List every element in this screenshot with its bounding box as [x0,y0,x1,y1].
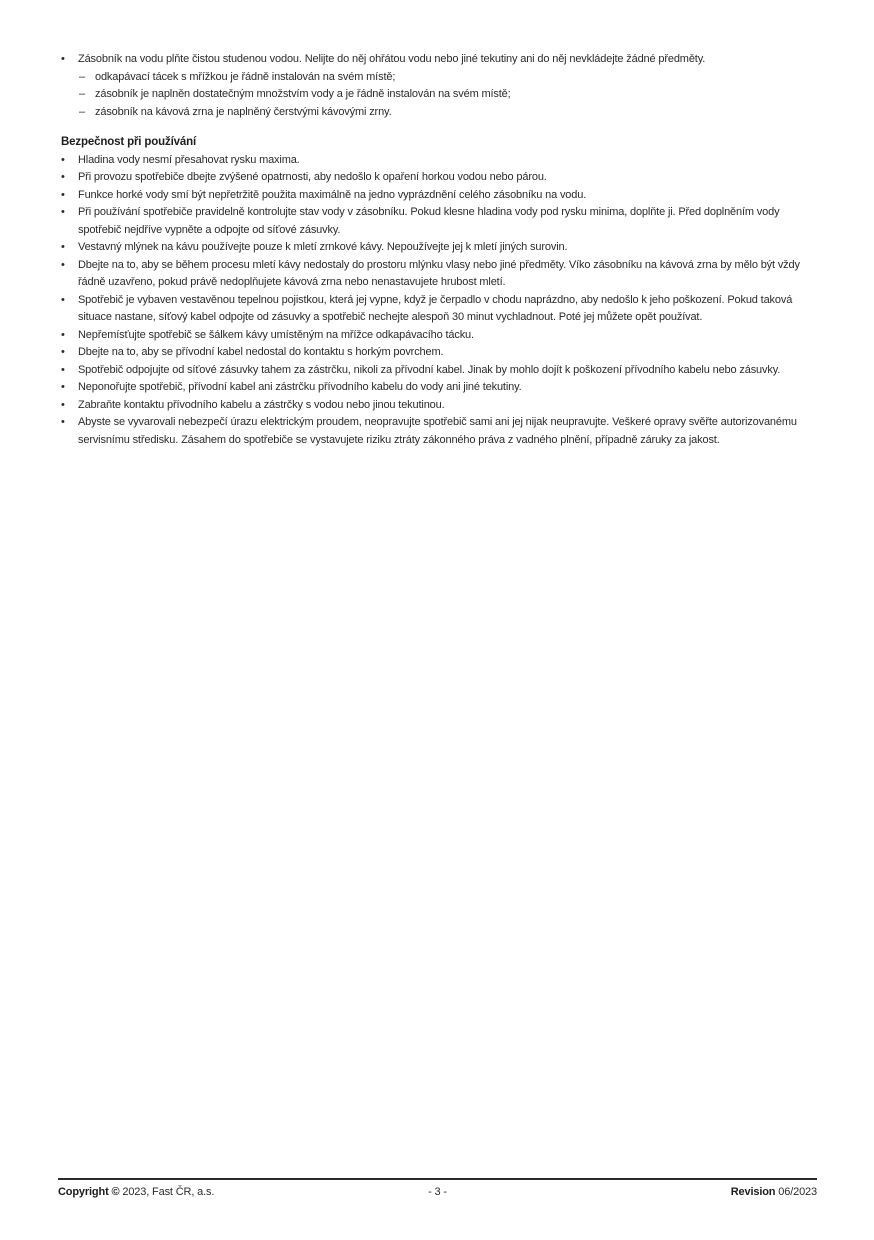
bullet-marker: • [61,381,65,393]
list-item [61,379,817,397]
page-number: - 3 - [428,1186,447,1198]
bullet-marker: • [61,171,65,183]
list-item [61,152,817,170]
bullet-marker: • [61,188,65,201]
dash-marker: – [79,105,85,118]
bullet-marker: • [61,328,65,341]
list-item [61,292,817,327]
intro-sub-bullet-list [79,69,817,122]
bullet-text: Spotřebič je vybaven vestavěnou tepelnou pojistkou, která jej vypne, když je čerpadlo v chodu naprázdno, aby nedošlo k jeho poškození. Pokud taková situace nastane, síťový kabel odpojte od zásuvky a spotřebič nechejte alespoň 30 minut vychladnout. Poté jej můžete opět používat. [78,293,793,323]
bullet-text: Spotřebič odpojujte od síťové zásuvky tahem za zástrčku, nikoli za přívodní kabel. Jinak by mohlo dojít k poškození přívodního kabelu nebo zásuvky. [78,363,781,376]
sub-bullet-text: zásobník na kávová zrna je naplněný čerstvými kávovými zrny. [95,105,392,118]
footer-revision [447,1185,817,1199]
bullet-text: Při používání spotřebiče pravidelně kontrolujte stav vody v zásobníku. Pokud klesne hladina vody pod rysku minima, doplňte ji. Před doplněním vody spotřebič nejdříve vypněte a odpojte od síťové zásuvky. [78,206,780,236]
list-item [61,257,817,292]
section-heading: Bezpečnost při používání [61,136,197,148]
list-item [61,204,817,239]
list-item [79,69,817,87]
bullet-marker: • [61,258,65,271]
dash-marker: – [79,88,85,100]
safety-bullet-list [61,152,817,450]
list-item [61,187,817,205]
bullet-text: Neponořujte spotřebič, přívodní kabel ani zástrčku přívodního kabelu do vody ani jiné tekutiny. [78,381,522,393]
list-item [61,362,817,380]
bullet-marker: • [61,153,65,166]
page-footer [58,1178,817,1199]
list-item [61,327,817,345]
list-item [61,169,817,187]
list-item [79,86,817,104]
copyright-value: 2023, Fast ČR, a.s. [122,1186,215,1198]
list-item [61,239,817,257]
list-item [79,104,817,122]
bullet-marker: • [61,293,65,306]
bullet-marker: • [61,363,65,376]
bullet-marker: • [61,346,65,358]
revision-value: 06/2023 [778,1186,817,1198]
list-item [61,51,817,69]
page-content [61,51,817,449]
bullet-text: Zabraňte kontaktu přívodního kabelu a zástrčky s vodou nebo jinou tekutinou. [78,398,445,411]
bullet-text: Vestavný mlýnek na kávu používejte pouze k mletí zrnkové kávy. Nepoužívejte jej k mletí jiných surovin. [78,241,568,253]
bullet-marker: • [61,241,65,253]
bullet-marker: • [61,398,65,411]
copyright-label: Copyright © [58,1186,120,1198]
dash-marker: – [79,70,85,83]
bullet-marker: • [61,53,65,65]
bullet-text: Zásobník na vodu plňte čistou studenou vodou. Nelijte do něj ohřátou vodu nebo jiné tekutiny ani do něj nevkládejte žádné předměty. [78,53,706,65]
bullet-text: Při provozu spotřebiče dbejte zvýšené opatrnosti, aby nedošlo k opaření horkou vodou nebo párou. [78,171,547,183]
bullet-text: Funkce horké vody smí být nepřetržitě použita maximálně na jedno vyprázdnění celého zásobníku na vodu. [78,188,587,201]
footer-copyright [58,1185,428,1199]
intro-bullet-list [61,51,817,69]
bullet-text: Abyste se vyvarovali nebezpečí úrazu elektrickým proudem, neopravujte spotřebič sami ani jej nijak neupravujte. Veškeré opravy svěřte autorizovanému servisnímu středisku. Zásahem do spotřebiče se vystavujete riziku ztráty zákonného práva z vadného plnění, případně záruky za jakost. [78,416,797,446]
list-item [61,414,817,449]
revision-label: Revision [730,1186,776,1198]
bullet-text: Nepřemísťujte spotřebič se šálkem kávy umístěným na mřížce odkapávacího tácku. [78,328,474,341]
bullet-text: Dbejte na to, aby se přívodní kabel nedostal do kontaktu s horkým povrchem. [78,346,444,358]
bullet-marker: • [61,206,65,218]
list-item [61,397,817,415]
bullet-text: Hladina vody nesmí přesahovat rysku maxima. [78,153,300,166]
bullet-text: Dbejte na to, aby se během procesu mletí kávy nedostaly do prostoru mlýnku vlasy nebo jiné předměty. Víko zásobníku na kávová zrna by mělo být vždy řádně uzavřeno, pokud právě nedoplňujete kávová zrna nebo nenastavujete hrubost mletí. [78,258,800,288]
sub-bullet-text: odkapávací tácek s mřížkou je řádně instalován na svém místě; [95,70,396,83]
sub-bullet-text: zásobník je naplněn dostatečným množstvím vody a je řádně instalován na svém místě; [95,88,511,100]
list-item [61,344,817,362]
bullet-marker: • [61,416,65,428]
